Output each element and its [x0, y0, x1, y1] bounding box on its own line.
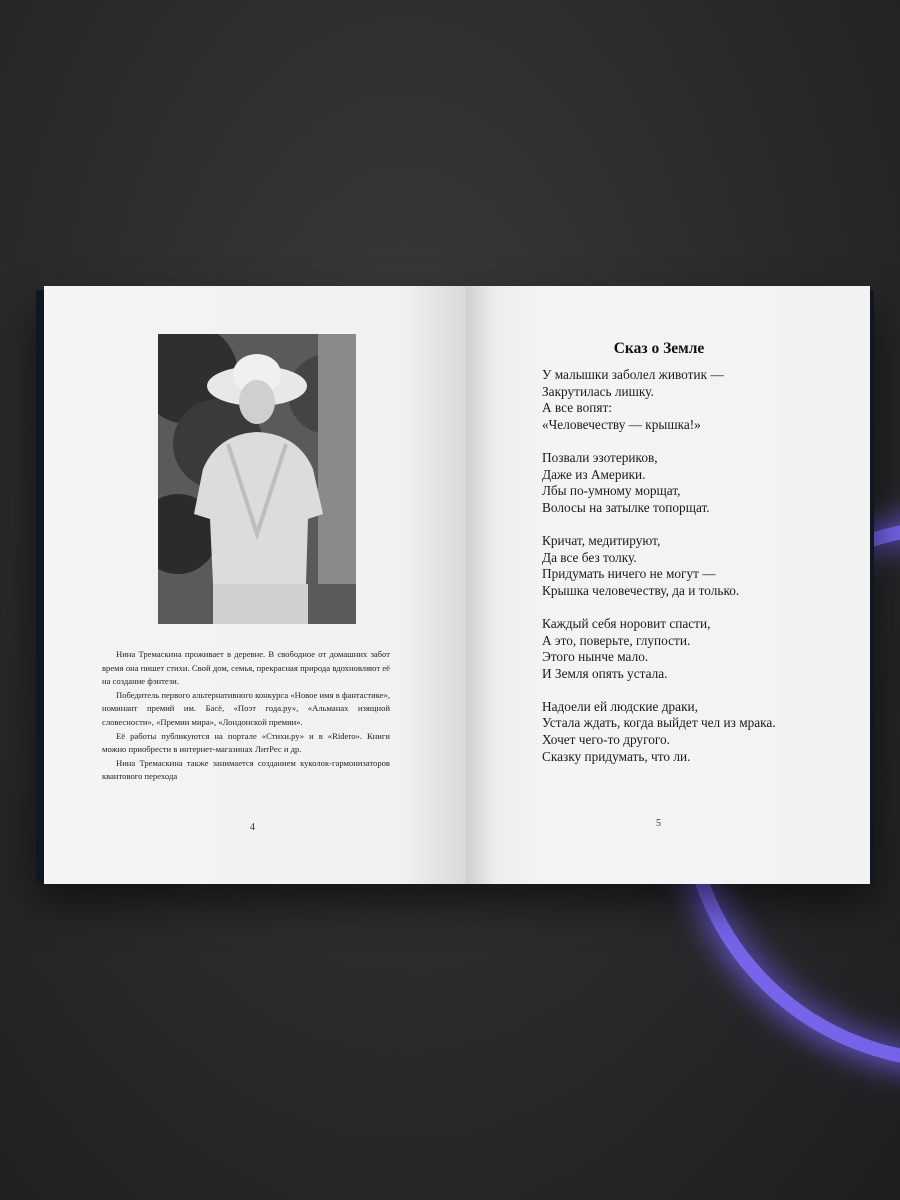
poem-line: Закрутилась лишку. [542, 383, 654, 399]
poem-line: Устала ждать, когда выйдет чел из мрака. [542, 715, 776, 731]
poem-line: И Земля опять устала. [542, 665, 668, 681]
page-number: 4 [250, 822, 255, 833]
poem-line: Позвали эзотериков, [542, 449, 658, 465]
poem-line: Да все без толку. [542, 549, 637, 565]
bio-paragraph: Нина Тремаскина также занимается созданием куколок-гармонизаторов квантового перехода [102, 757, 390, 782]
poem-line: Придумать ничего не могут — [542, 566, 716, 582]
poem-stanza [542, 450, 842, 516]
poem-line: Этого нынче мало. [542, 649, 649, 665]
poem-line: Волосы на затылке топорщат. [542, 499, 710, 515]
poem-title: Сказ о Земле [613, 340, 705, 357]
page-number: 5 [656, 818, 661, 829]
poem-line: Крышка человечеству, да и только. [542, 582, 740, 598]
poem-line: А все вопят: [542, 400, 612, 416]
poem-line: Каждый себя норовит спасти, [542, 615, 711, 631]
poem-line: Надоели ей людские драки, [542, 698, 698, 714]
poem-line: «Человечеству — крышка!» [542, 416, 701, 432]
poem-line: Даже из Америки. [542, 466, 646, 482]
right-page [466, 286, 870, 884]
bio-paragraph: Нина Тремаскина проживает в деревне. В свободное от домашних забот время она пишет стихи. Свой дом, семья, прекрасная природа вдохновляют её на создание фэнтези. [102, 649, 390, 687]
bio-paragraph: Её работы публикуются на портале «Стихи.ру» и в «Ridero». Книги можно приобрести в интернет-магазинах ЛитРес и др. [102, 730, 390, 755]
poem-line: Лбы по-умному морщат, [542, 483, 681, 499]
poem-stanza [542, 533, 842, 599]
poem-stanza [542, 367, 842, 433]
author-photo [158, 334, 356, 624]
bio-paragraph: Победитель первого альтернативного конкурса «Новое имя в фантастике», номинант премий им. Басё, «Поэт года.ру», «Альманах изящной словесности», «Премии мира», «Лондонской премии». [102, 689, 390, 727]
poem-line: Кричат, медитируют, [542, 532, 661, 548]
author-bio [102, 648, 390, 784]
left-page [44, 286, 466, 884]
poem-stanza [542, 616, 842, 682]
poem-line: У малышки заболел животик — [542, 367, 724, 382]
poem-stanza [542, 699, 842, 765]
poem-line: А это, поверьте, глупости. [542, 632, 691, 648]
poem-body [542, 367, 842, 782]
poem-line: Сказку придумать, что ли. [542, 748, 691, 764]
poem-line: Хочет чего-то другого. [542, 732, 670, 748]
